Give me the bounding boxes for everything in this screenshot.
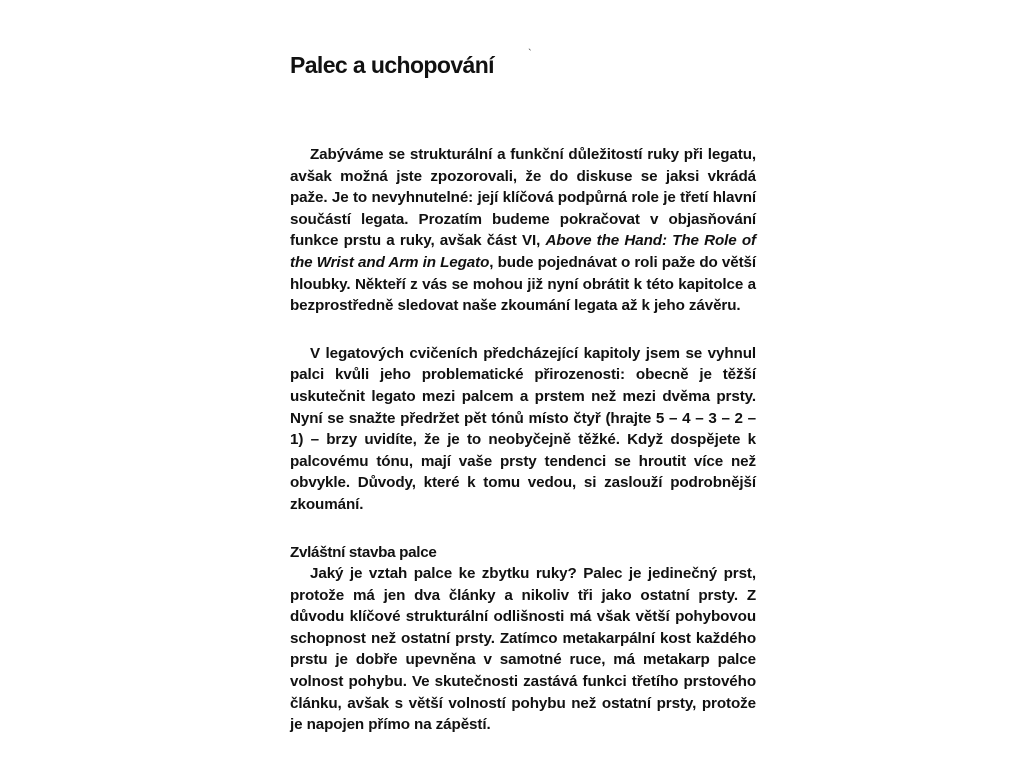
paragraph-intro-text: Zabýváme se strukturální a funkční důležitostí ruky při legatu, avšak možná jste zpozorovali, že do diskuse se jaksi vkrádá paže. Je to nevyhnutelné: její klíčová podpůrná role je třetí hlavní součástí legata. Prozatím budeme pokračovat v objasňování funkce prstu a ruky, avšak část VI, xyxy=(290,146,756,250)
paragraph-thumb-structure: Jaký je vztah palce ke zbytku ruky? Palec je jedinečný prst, protože má jen dva články a nikoliv tři jako ostatní prsty. Z důvodu klíčové strukturální odlišnosti má však větší pohybovou schopnost než ostatní prsty. Zatímco metakarpální kost každého prstu je dobře upevněna v samotné ruce, má metakarp palce volnost pohybu. Ve skutečnosti zastává funkci třetího prstového článku, avšak s větší volností pohybu než ostatní prsty, protože je napojen přímo na zápěstí. xyxy=(290,565,756,734)
document-page xyxy=(290,48,756,736)
book-title-italic: Above the Hand: The Role of the Wrist and Arm in Legato xyxy=(290,232,756,271)
page-title: Palec a uchopování xyxy=(290,52,494,78)
paragraph-intro-text-end: , bude pojednávat o roli paže do větší hloubky. Někteří z vás se mohou již nyní obrátit k této kapitolce a bezprostředně sledovat naše zkoumání legata až k jeho závěru. xyxy=(290,253,756,315)
scan-mark: ` xyxy=(528,48,532,60)
paragraph-legato-exercises: V legatových cvičeních předcházející kapitoly jsem se vyhnul palci kvůli jeho problematické přirozenosti: obecně je těžší uskutečnit legato mezi palcem a prstem než mezi dvěma prsty. Nyní se snažte předržet pět tónů místo čtyř (hrajte 5 – 4 – 3 – 2 – 1) – brzy uvidíte, že je to neobyčejně těžké. Když dospějete k palcovému tónu, mají vaše prsty tendenci se hroutit více než obvykle. Důvody, které k tomu vedou, si zaslouží podrobnější zkoumání. xyxy=(290,344,756,513)
section-heading: Zvláštní stavba palce xyxy=(290,543,437,561)
paragraph-intro xyxy=(290,144,756,317)
